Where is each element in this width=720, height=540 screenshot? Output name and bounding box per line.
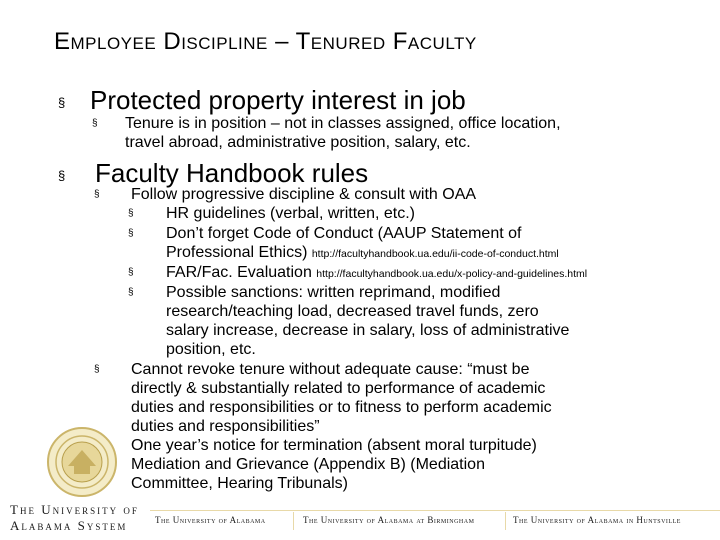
bullet-marker: § [58,95,66,110]
slide-title: Employee Discipline – Tenured Faculty [54,28,477,55]
bullet-marker: § [128,228,134,239]
system-logo-line2: Alabama System [10,518,128,533]
university-seal-icon [46,426,118,498]
code-of-conduct-link[interactable]: http://facultyhandbook.ua.edu/ii-code-of-conduct.html [311,248,559,260]
bullet-mediation-2: Committee, Hearing Tribunals) [131,475,348,492]
system-logo [10,502,139,534]
bullet-marker: § [58,168,66,183]
bullet-mediation-1: Mediation and Grievance (Appendix B) (Mediation [131,456,485,473]
far-evaluation-link[interactable]: http://facultyhandbook.ua.edu/x-policy-and-guidelines.html [316,268,588,280]
footer-uab: The University of Alabama at Birmingham [303,515,475,525]
bullet-code-of-conduct-2 [166,243,559,264]
bullet-sanctions-1: Possible sanctions: written reprimand, modified [166,284,501,301]
bullet-progressive-discipline: Follow progressive discipline & consult with OAA [131,186,477,203]
bullet-faculty-handbook: Faculty Handbook rules [95,158,369,188]
bullet-marker: § [128,287,134,298]
bullet-code-of-conduct-1: Don’t forget Code of Conduct (AAUP Statement of [166,225,522,242]
bullet-marker: § [94,189,100,200]
bullet-revoke-tenure-3: duties and responsibilities or to fitness to perform academic [131,399,552,416]
far-evaluation-text: FAR/Fac. Evaluation [166,264,312,281]
bullet-tenure-position-1: Tenure is in position – not in classes assigned, office location, [125,115,561,132]
bullet-sanctions-3: salary increase, decrease in salary, loss of administrative [166,322,570,339]
bullet-marker: § [128,208,134,219]
bullet-tenure-position-2: travel abroad, administrative position, salary, etc. [125,134,471,151]
bullet-protected-interest: Protected property interest in job [90,85,466,115]
bullet-marker: § [128,267,134,278]
bullet-revoke-tenure-2: directly & substantially related to performance of academic [131,380,546,397]
bullet-revoke-tenure-1: Cannot revoke tenure without adequate cause: “must be [131,361,530,378]
footer-divider [505,512,506,530]
system-logo-line1: The University of [10,502,139,517]
bullet-marker: § [92,118,98,129]
bullet-revoke-tenure-4: duties and responsibilities” [131,418,320,435]
bullet-far-evaluation [166,263,587,284]
bullet-sanctions-4: position, etc. [166,341,256,358]
bullet-one-year-notice: One year’s notice for termination (absent moral turpitude) [131,437,537,454]
footer-ua: The University of Alabama [155,515,266,525]
footer-divider [293,512,294,530]
bullet-hr-guidelines: HR guidelines (verbal, written, etc.) [166,205,415,222]
code-of-conduct-text: Professional Ethics) [166,244,308,261]
footer-uah: The University of Alabama in Huntsville [513,515,681,525]
bullet-marker: § [94,364,100,375]
bullet-sanctions-2: research/teaching load, decreased travel funds, zero [166,303,539,320]
footer-rule [150,510,720,511]
